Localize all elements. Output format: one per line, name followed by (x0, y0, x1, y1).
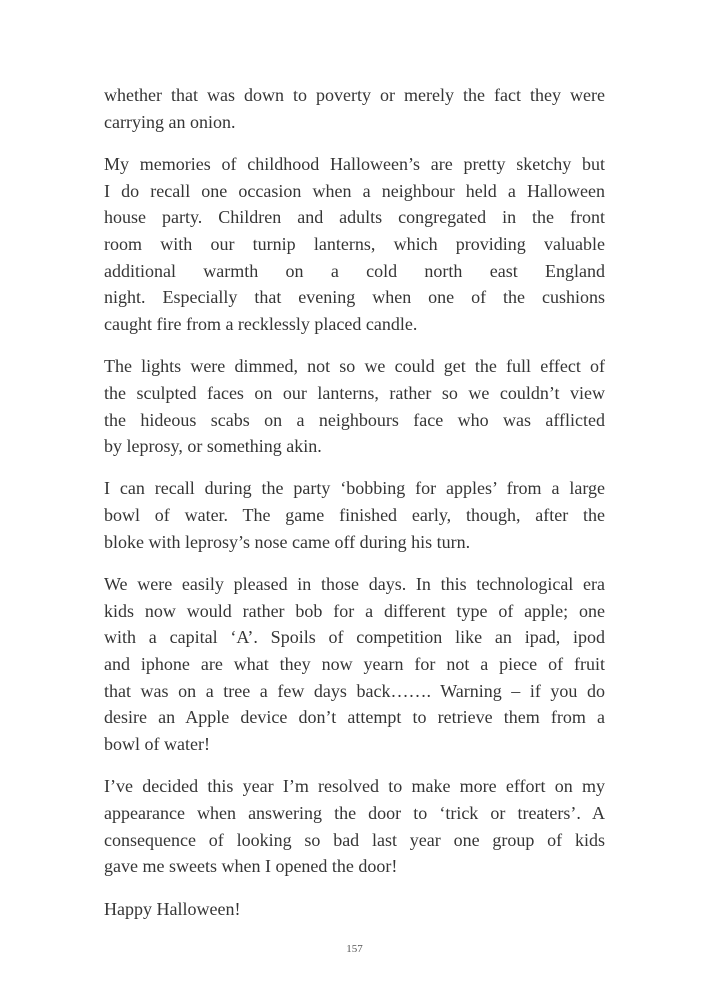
text-line: kids now would rather bob for a different type of apple; one (104, 600, 605, 621)
text-line: bowl of water. The game finished early, though, after the (104, 505, 605, 526)
text-line: We were easily pleased in those days. In this technological era (104, 574, 605, 594)
paragraph (104, 773, 605, 880)
text-line: I can recall during the party ‘bobbing for apples’ from a large (104, 478, 605, 499)
text-line: the hideous scabs on a neighbours face who was afflicted (104, 409, 605, 430)
text-line: desire an Apple device don’t attempt to retrieve them from a (104, 707, 605, 728)
text-line: house party. Children and adults congregated in the front (104, 207, 605, 228)
text-line: room with our turnip lanterns, which providing valuable (104, 233, 605, 254)
text-line: carrying an onion. (104, 111, 236, 132)
text-line: I’ve decided this year I’m resolved to make more effort on my (104, 776, 605, 797)
text-line: and iphone are what they now yearn for not a piece of fruit (104, 654, 605, 675)
text-line: bloke with leprosy’s nose came off during his turn. (104, 531, 471, 552)
paragraph (104, 151, 605, 338)
text-line: whether that was down to poverty or merely the fact they were (104, 85, 605, 105)
text-line: consequence of looking so bad last year one group of kids (104, 829, 605, 850)
text-line: the sculpted faces on our lanterns, rather so we couldn’t view (104, 382, 605, 403)
page-body (104, 82, 605, 938)
paragraph (104, 475, 605, 555)
text-line: The lights were dimmed, not so we could get the full effect of (104, 356, 605, 377)
text-line: gave me sweets when I opened the door! (104, 856, 398, 877)
text-line: bowl of water! (104, 734, 210, 755)
text-line: My memories of childhood Halloween’s are pretty sketchy but (104, 153, 605, 174)
paragraph (104, 896, 605, 923)
text-line: additional warmth on a cold north east England (104, 260, 605, 281)
paragraph (104, 353, 605, 460)
text-line: by leprosy, or something akin. (104, 436, 322, 457)
text-line: caught fire from a recklessly placed candle. (104, 314, 418, 334)
page-number: 157 (346, 943, 363, 955)
paragraph (104, 571, 605, 758)
text-line: night. Especially that evening when one of the cushions (104, 287, 605, 308)
text-line: appearance when answering the door to ‘trick or treaters’. A (104, 803, 605, 823)
text-line: Happy Halloween! (104, 898, 241, 919)
text-line: that was on a tree a few days back……. Warning – if you do (104, 680, 605, 701)
text-line: I do recall one occasion when a neighbour held a Halloween (104, 180, 605, 201)
paragraph (104, 82, 605, 135)
text-line: with a capital ‘A’. Spoils of competition like an ipad, ipod (104, 627, 605, 648)
